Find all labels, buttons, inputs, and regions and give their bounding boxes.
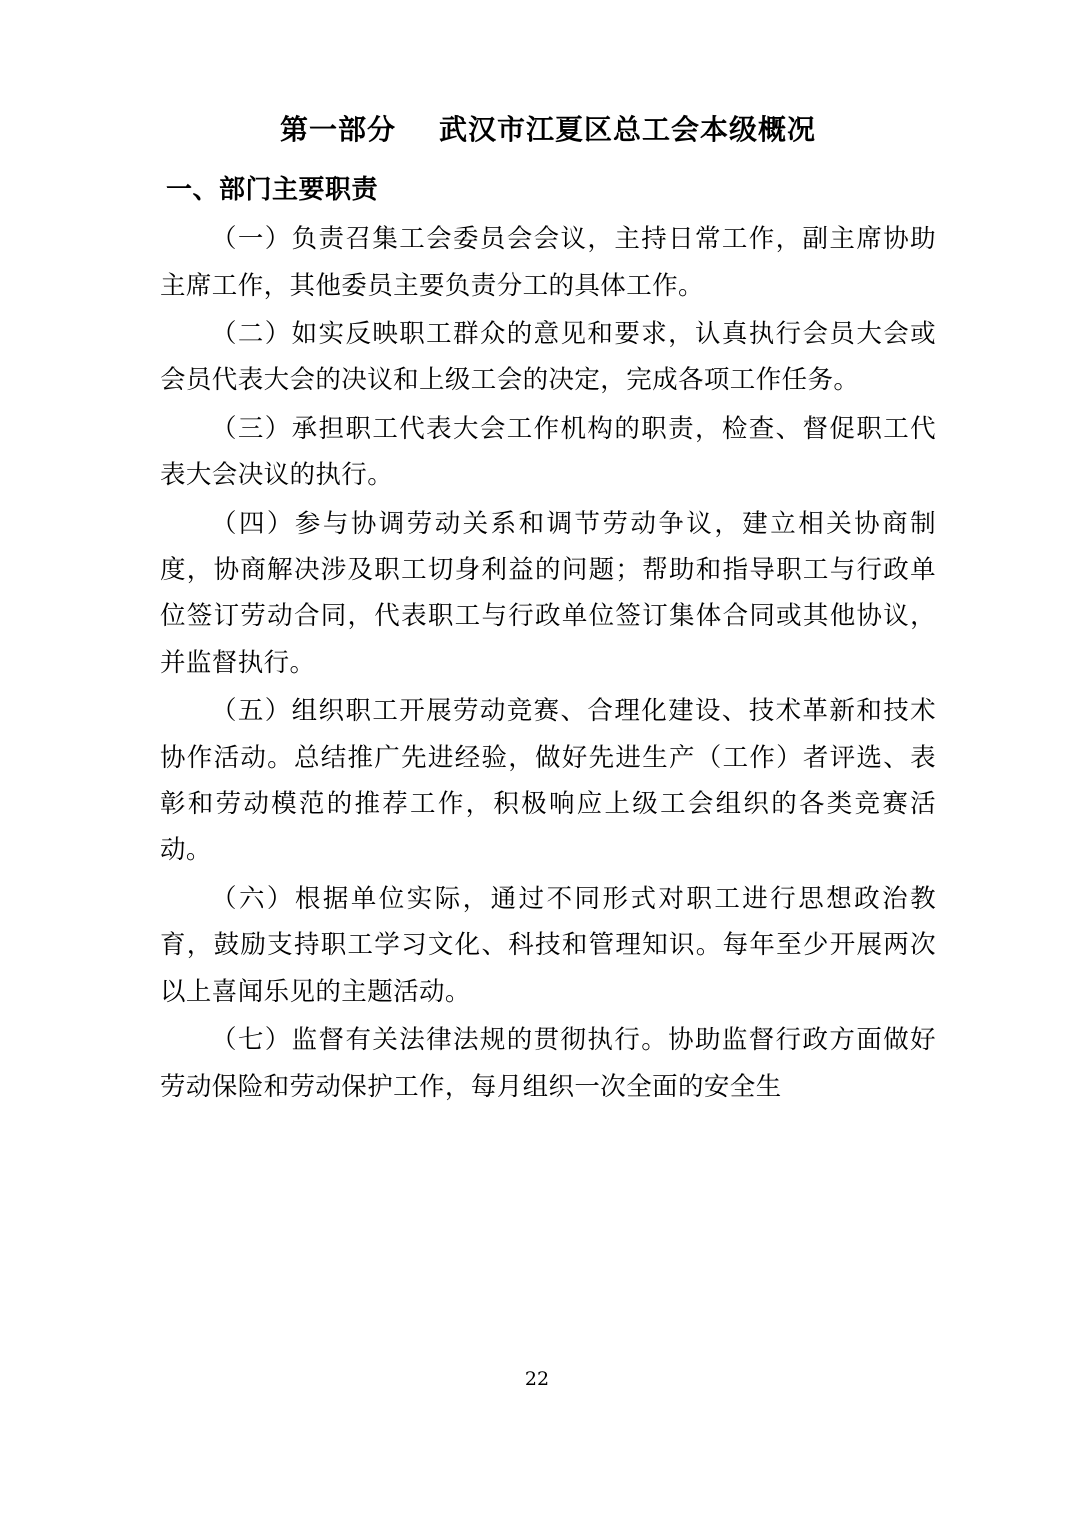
paragraph-item-4: （四）参与协调劳动关系和调节劳动争议，建立相关协商制度，协商解决涉及职工切身利益的问题；帮助和指导职工与行政单位签订劳动合同，代表职工与行政单位签订集体合同或其他协议，并监督执行。 bbox=[160, 508, 936, 678]
paragraph-item-2: （二）如实反映职工群众的意见和要求，认真执行会员大会或会员代表大会的决议和上级工会的决定，完成各项工作任务。 bbox=[160, 319, 936, 396]
paragraph-item-7: （七）监督有关法律法规的贯彻执行。协助监督行政方面做好劳动保险和劳动保护工作，每月组织一次全面的安全生 bbox=[160, 1025, 936, 1102]
paragraph-item-1: （一）负责召集工会委员会会议，主持日常工作，副主席协助主席工作，其他委员主要负责分工的具体工作。 bbox=[160, 224, 936, 301]
paragraph-item-3: （三）承担职工代表大会工作机构的职责，检查、督促职工代表大会决议的执行。 bbox=[160, 413, 936, 491]
paragraph-item-5: （五）组织职工开展劳动竞赛、合理化建设、技术革新和技术协作活动。总结推广先进经验，做好先进生产（工作）者评选、表彰和劳动模范的推荐工作，积极响应上级工会组织的各类竞赛活动。 bbox=[160, 696, 936, 866]
page-content bbox=[160, 110, 936, 1112]
page-title: 第一部分 武汉市江夏区总工会本级概况 bbox=[280, 113, 816, 146]
page-number: 22 bbox=[524, 1368, 550, 1390]
section-heading-duties: 一、部门主要职责 bbox=[166, 175, 379, 206]
paragraph-item-6: （六）根据单位实际，通过不同形式对职工进行思想政治教育，鼓励支持职工学习文化、科技和管理知识。每年至少开展两次以上喜闻乐见的主题活动。 bbox=[160, 883, 936, 1007]
